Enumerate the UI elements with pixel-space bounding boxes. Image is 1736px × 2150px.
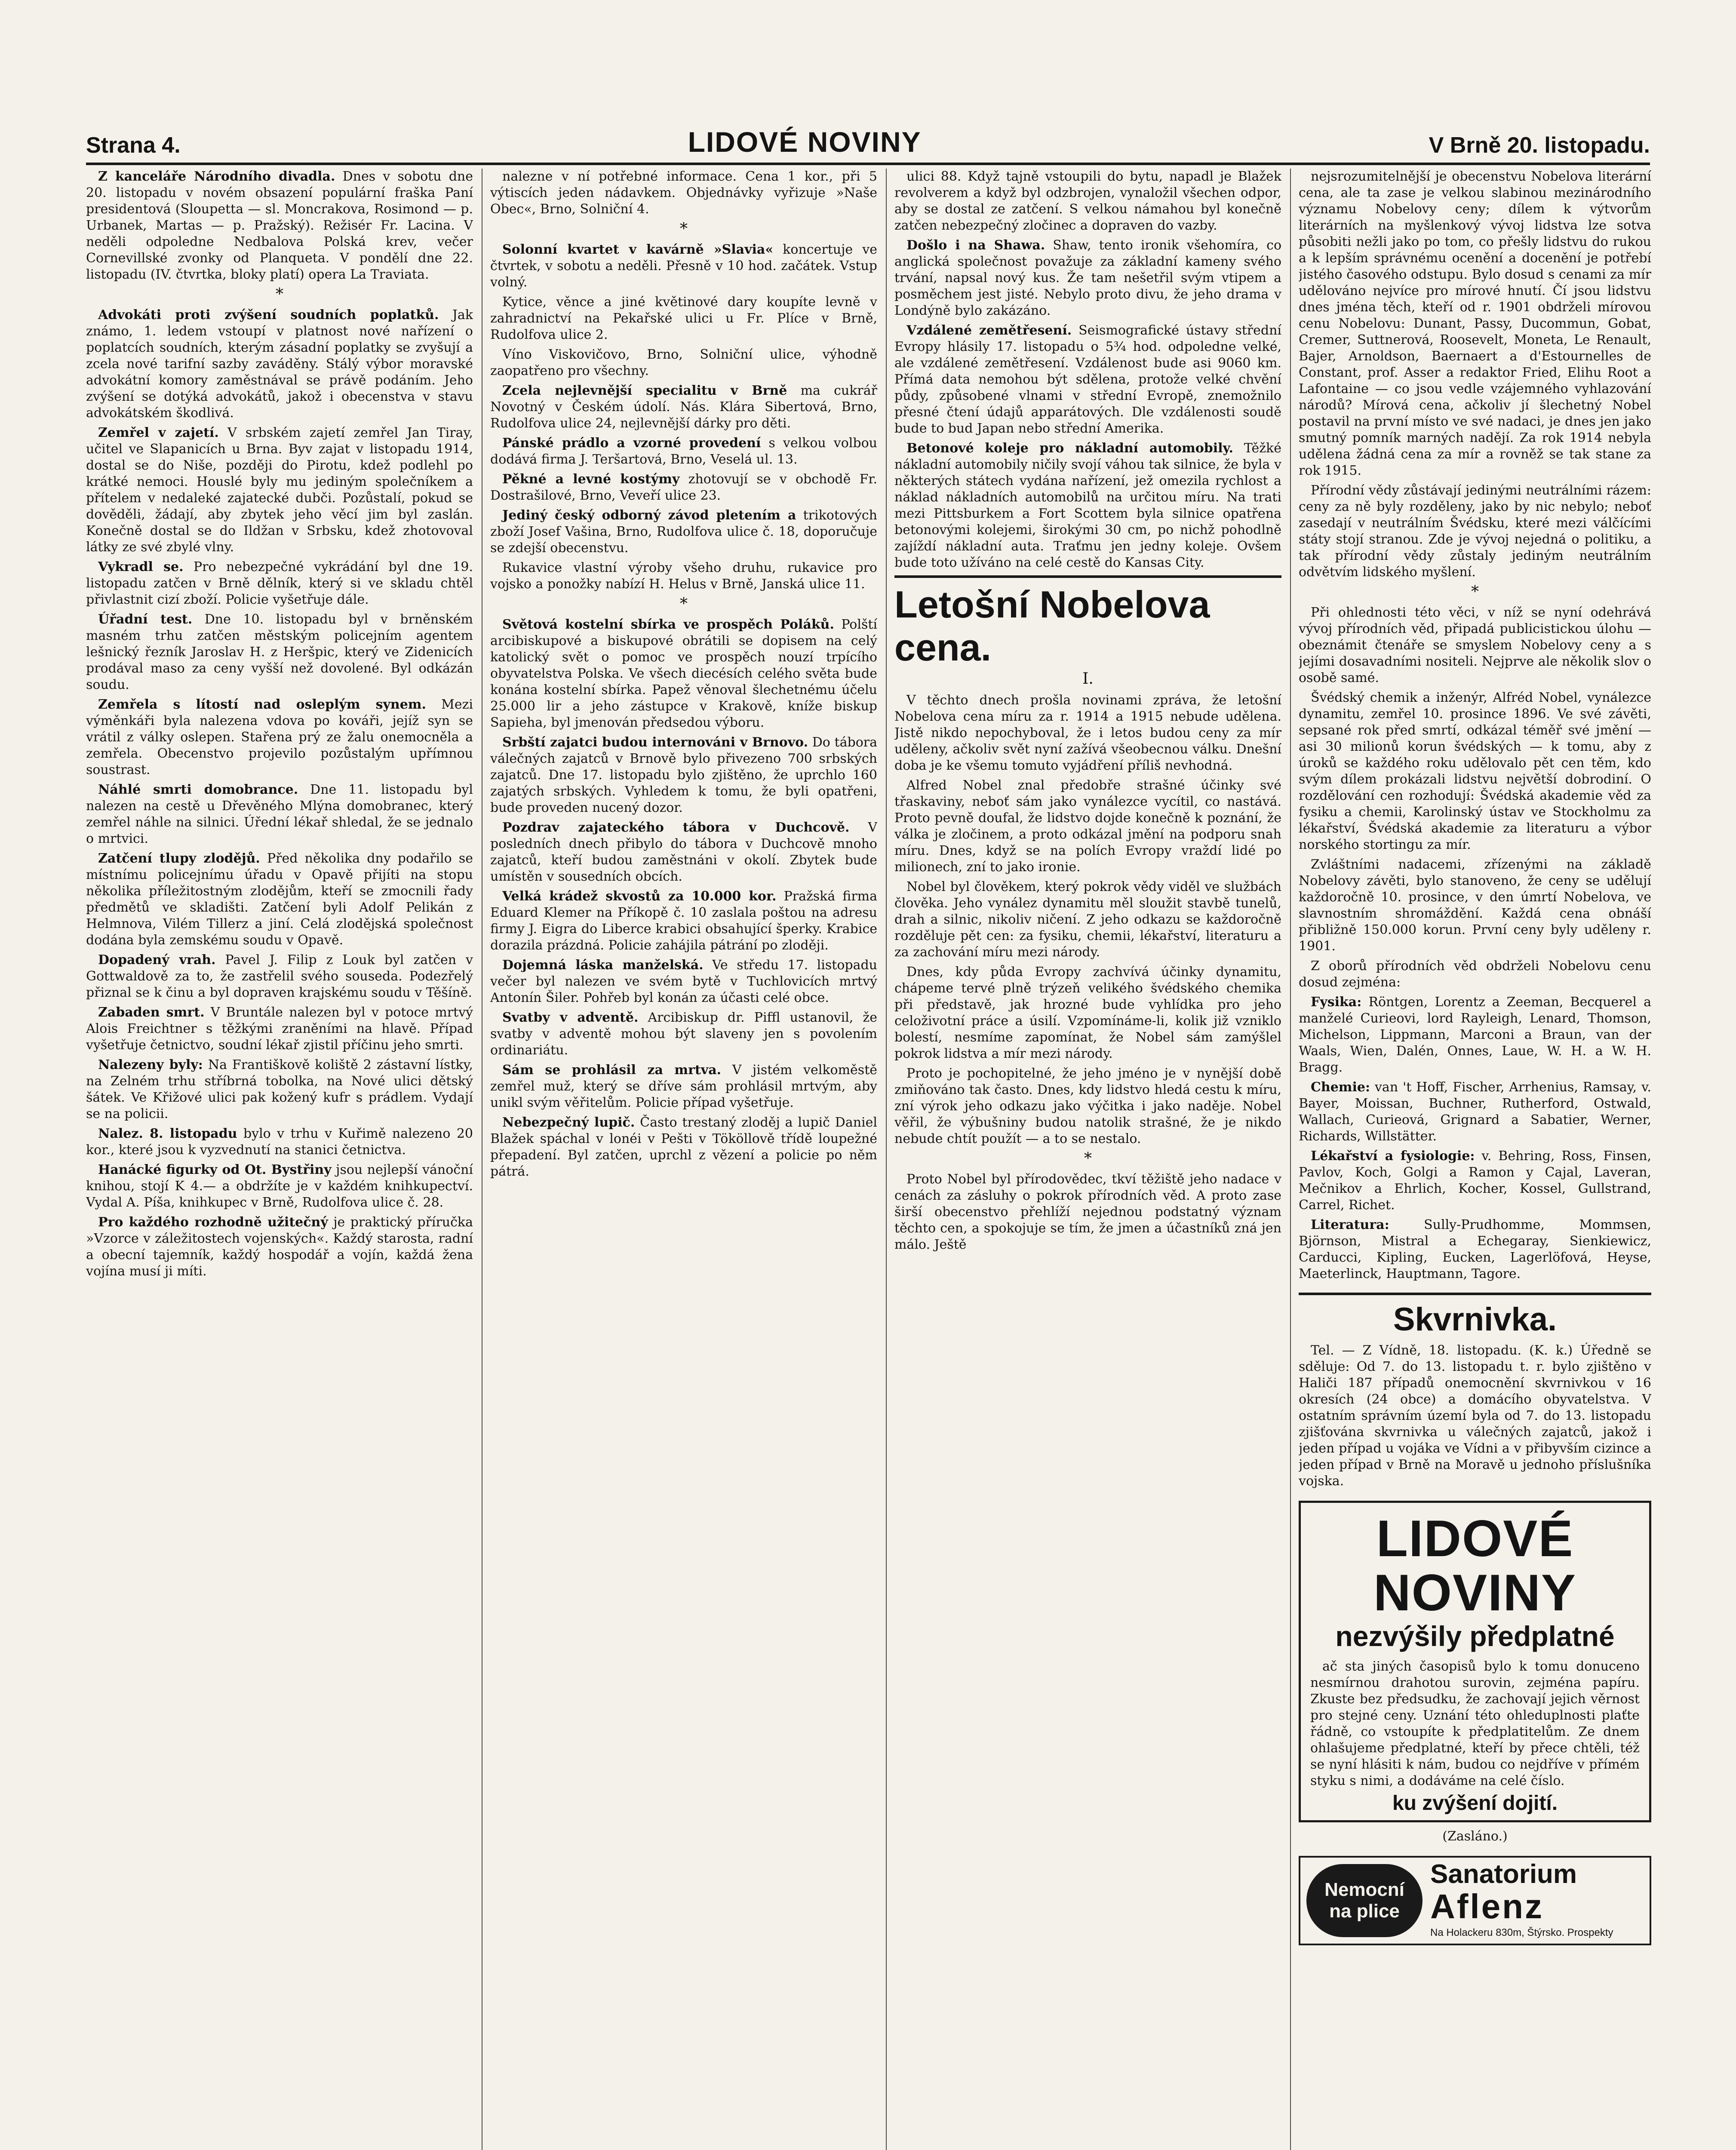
news-headline: Hanácké figurky od Ot. Bystřiny [98, 1162, 332, 1177]
column-2 [490, 169, 877, 2150]
news-body: ulici 88. Když tajně vstoupili do bytu, napadl je Blažek revolverem a když byl odzbrojen, vynaložil všechen odpor, aby se dostal ze zatčení. S velkou námahou byl konečně zatčen nebezpečný zločinec a dopraven do vazby. [894, 169, 1281, 233]
news-body: V Bruntále nalezen byl v potoce mrtvý Alois Freichtner s těžkými zraněními na hlavě. Případ vyšetřuje četnictvo, soudní lékař zjistil příčinu jeho smrti. [86, 1005, 473, 1053]
news-body: Těžké nákladní automobily ničily svojí váhou tak silnice, že byla v některých státech vydána nařízení, jež omezila rychlost a náklad nákladních automobilů na určitou míru. Na trati mezi Pittsburkem a Fort Scottem byla silnice opatřena betonovými kolejemi, širokými 30 cm, po nichž pohodlně zajíždí nákladní auta. Traťmu jen jedny koleje. Ovšem bude toto užíváno na celé cestě do Kansas City. [894, 441, 1281, 570]
news-body: s velkou volbou dodává firma J. Teršartová, Brno, Veselá ul. 13. [490, 436, 877, 467]
news-item [86, 307, 473, 421]
news-item [490, 1010, 877, 1059]
news-item [86, 851, 473, 949]
prize-category: Chemie: [1311, 1080, 1370, 1095]
news-body: ma cukrář Novotný v Českém údolí. Nás. Klára Sibertová, Brno, Rudolfova ulice 24, nejlevnější dárky pro děti. [490, 383, 877, 431]
column-4 [1299, 169, 1651, 2150]
news-body: bylo v trhu v Kuřimě nalezeno 20 kor., které jsou k vyzvednutí na stanici četnictva. [86, 1126, 473, 1158]
news-headline: Svatby v adventě. [502, 1010, 639, 1025]
news-item [86, 697, 473, 778]
column-3 [894, 169, 1281, 2150]
article-title: Letošní Nobelova cena. [894, 575, 1281, 669]
news-body: Dnes v sobotu dne 20. listopadu v novém obsazení populární fraška Paní presidentová (Sloupetta — sl. Moncrakova, Rosimond — p. Urbanek, Martas — p. Pražský). Režisér Fr. Lacina. V neděli odpoledne Nedbalova Polská krev, večer Cornevillské zvonky od Planqueta. V pondělí dne 22. listopadu (IV. čtvrtka, bloky platí) opera La Traviata. [86, 169, 473, 282]
news-headline: Pro každého rozhodně užitečný [98, 1215, 328, 1230]
news-item [86, 611, 473, 693]
news-item [490, 888, 877, 954]
news-item [490, 957, 877, 1006]
column-rule [886, 169, 887, 2150]
prize-laureates: Röntgen, Lorentz a Zeeman, Becquerel a manželé Curieovi, lord Rayleigh, Lenard, Thomson, Michelson, Lippmann, Marconi a Braun, van der Waals, Wien, Dalén, Onnes, Laue, W. H. a W. H. Bragg. [1299, 995, 1651, 1075]
subscription-advertisement [1299, 1501, 1651, 1822]
news-item [490, 820, 877, 885]
news-headline: Vykradl se. [98, 559, 184, 574]
news-item [490, 435, 877, 468]
page-label: Strana 4. [86, 133, 181, 158]
sent-note: (Zasláno.) [1442, 1829, 1508, 1844]
news-body: nalezne v ní potřebné informace. Cena 1 kor., při 5 výtiscích jeden nádavkem. Objednávky vyřizuje »Naše Obec«, Brno, Solniční 4. [490, 169, 877, 217]
news-item [490, 617, 877, 731]
sanatorium-advertisement [1299, 1856, 1651, 1945]
news-body: Před několika dny podařilo se místnímu policejnímu úřadu v Opavě přijíti na stopu několika příležitostným zlodějům, kteří se zmocnili řady předmětů ve skladišti. Zatčení byli Adolf Pelikán z Helmnova, Vilém Tillerz a jiní. Celá zlodějská společnost dodána byla zemskému soudu v Opavě. [86, 851, 473, 948]
separator-star: * [1084, 1150, 1092, 1167]
news-body: je praktický příručka »Vzorce v záležitostech vojenských«. Každý starosta, radní a obecní tajemník, každý hospodář a vojín, každá žena vojína musí ji míti. [86, 1215, 473, 1279]
news-item [490, 294, 877, 343]
prize-list-item [1299, 1217, 1651, 1282]
news-item [490, 1062, 877, 1111]
news-item [86, 1214, 473, 1280]
news-headline: Dopadený vrah. [98, 952, 216, 968]
news-headline: Sám se prohlásil za mrtva. [502, 1063, 722, 1078]
prize-list-item [1299, 994, 1651, 1076]
news-item [86, 782, 473, 847]
news-body: Pavel J. Filip z Louk byl zatčen v Gottwaldově za to, že zastřelil svého souseda. Podezřelý přiznal se k činu a byl dopraven krajskému soudu v Těšíně. [86, 952, 473, 1000]
news-body: trikotových zboží Josef Vašina, Brno, Rudolfova ulice č. 18, doporučuje se zdejší obecenstvu. [490, 508, 877, 556]
prize-laureates: van 't Hoff, Fischer, Arrhenius, Ramsay, v. Bayer, Moissan, Buchner, Rutherford, Ostwald, Wallach, Curieová, Grignard a Sabatier, Werner, Richards, Willstätter. [1299, 1080, 1651, 1144]
news-body: Arcibiskup dr. Piffl ustanovil, že svatby v adventě mohou být slaveny jen s povolením ordinariátu. [490, 1010, 877, 1058]
sanatorium-badge: Nemocní na plice [1306, 1864, 1423, 1937]
article-paragraph: V těchto dnech prošla novinami zpráva, že letošní Nobelova cena míru za r. 1914 a 1915 nebude udělena. Jistě nikdo nepochyboval, že i letos budou ceny za mír uděleny, ačkoliv svět nyní zažívá všeobecnou válku. Dnešní doba je ke všemu tomuto vyjádření příliš nevhodná. [894, 693, 1281, 773]
news-headline: Betonové koleje pro nákladní automobily. [906, 441, 1233, 456]
article-paragraph: Proto je pochopitelné, že jeho jméno je v nynější době zmiňováno tak často. Dnes, kdy lidstvo hledá cestu k míru, zní výrok jeho odkazu jako výčitka i jako naděje. Nobel věřil, že výbušniny budou natolik strašné, že je nikdo nebude chtít použít — a to se nestalo. [894, 1066, 1281, 1146]
news-body: Pro nebezpečné vykrádání byl dne 19. listopadu zatčen v Brně dělník, který si ve skladu chtěl přivlastnit cizí zboží. Policie vyšetřuje dále. [86, 559, 473, 607]
news-headline: Solonní kvartet v kavárně »Slavia« [502, 242, 774, 257]
news-headline: Velká krádež skvostů za 10.000 kor. [502, 889, 777, 904]
news-headline: Zatčení tlupy zlodějů. [98, 851, 260, 866]
prize-laureates: v. Behring, Ross, Finsen, Pavlov, Koch, Golgi a Ramon y Cajal, Laveran, Mečnikov a Ehrlich, Kocher, Kossel, Gullstrand, Carrel, Richet. [1299, 1149, 1651, 1213]
dateline: V Brně 20. listopadu. [1429, 133, 1650, 158]
news-headline: Nalez. 8. listopadu [98, 1126, 237, 1141]
news-body: Rukavice vlastní výroby všeho druhu, rukavice pro vojsko a ponožky nabízí H. Helus v Brně, Janská ulice 11. [490, 560, 877, 592]
news-headline: Nebezpečný lupič. [502, 1115, 635, 1130]
news-item [490, 169, 877, 218]
news-body: V srbském zajetí zemřel Jan Tiray, učitel ve Slapanicích u Brna. Byv zajat v listopadu 1914, dostal se do Niše, později do Pirotu, kdež podlehl po krátké nemoci. Houslé byly mu jediným společníkem a přítelem v nedaleké zajatecké dubči. Pozůstalí, pokud se dověděli, žádají, aby zbytek jeho věcí jim byl zaslán. Konečně dostal se do Ildžan v Srbsku, kdež zhotovoval látky ze své zbylé vlny. [86, 425, 473, 555]
article-paragraph: Dnes, kdy půda Evropy zachvívá účinky dynamitu, chápeme tervé plně trýzeň velikého švédského chemika při představě, jak hrozné bude vyhlídka pro jeho celoživotní práce a úsilí. Vzpomínáme-li, kolik již vzniklo bolestí, nesmíme zapomínat, že Nobel sám zamýšlel pokrok lidstva a mír mezi národy. [894, 964, 1281, 1061]
news-body: Ve středu 17. listopadu večer byl nalezen ve svém bytě v Tuchlovicích mrtvý Antonín Šiler. Pohřeb byl konán za účasti celé obce. [490, 958, 877, 1005]
news-item [490, 507, 877, 556]
news-headline: Pánské prádlo a vzorné provedení [502, 436, 761, 451]
ad-brand: LIDOVÉ NOVINY [1373, 1510, 1577, 1622]
news-headline: Nalezeny byly: [98, 1057, 203, 1072]
news-headline: Vzdálené zemětřesení. [906, 323, 1072, 338]
news-headline: Jediný český odborný závod pletením a [502, 508, 796, 523]
news-item [86, 1126, 473, 1158]
newspaper-name: LIDOVÉ NOVINY [688, 126, 922, 158]
prize-category: Literatura: [1311, 1217, 1389, 1232]
news-headline: Zabaden smrt. [98, 1005, 205, 1020]
prize-list-item [1299, 1079, 1651, 1145]
news-item [490, 560, 877, 593]
news-body: Do tábora válečných zajatců v Brnově bylo přivezeno 700 srbských zajatců. Dne 17. listopadu bylo zjištěno, že uprchlo 160 zajatých srbských. Vyhledem k tomu, že byli opatřeni, bude proveden nucený dozor. [490, 735, 877, 815]
news-item [490, 471, 877, 504]
news-body: Na Františkově koliště 2 zástavní lístky, na Zelném trhu stříbrná tobolka, na Nové ulici dětský šátek. Ve Křižové ulici pak kožený kufr s prádlem. Vydají se na policii. [86, 1057, 473, 1121]
news-item [86, 1004, 473, 1054]
news-headline: Úřadní test. [98, 612, 193, 627]
article-paragraph: nejsrozumitelnější je obecenstvu Nobelova literární cena, ale ta zase je velkou slabinou mezinárodního významu Nobelovy ceny; dílem k výtvorům literárních na myšlenkový vývoj lidstva lze sotva působiti nežli jako po tom, co přešly lidstvu do rukou a k lepším správnému ocenění a docenění je potřebí jistého časového odstupu. Bylo dosud s cenami za mír udělováno nejvíce pro mírové hnutí. Čí jsou lidstvu dnes jména těch, kteří od r. 1901 obdrželi mírovou cenu Nobelovu: Dunant, Passy, Ducommun, Gobat, Cremer, Suttnerová, Roosevelt, Moneta, Le Renault, Bajer, Arnoldson, Baernaert a d'Estournelles de Constant, prof. Asser a redaktor Fried, Elihu Root a Lafontaine — co jsou vedle vzájemného vyhlazování národů? Mírová cena, ačkoliv jí šlechetný Nobel postavil na první místo ve své nadaci, je dnes jen jako smutný pomník marných nadějí. Za rok 1914 nebyla udělena žádná cena za mír a rovněž se tak stane za rok 1915. [1299, 169, 1651, 478]
prize-category: Lékařství a fysiologie: [1311, 1149, 1475, 1164]
column-1 [86, 169, 473, 2150]
news-body: V jistém velkoměstě zemřel muž, který se dříve sám prohlásil mrtvým, aby unikl svým věřitelům. Policie případ vyšetřuje. [490, 1063, 877, 1110]
sanatorium-name: Aflenz [1430, 1887, 1544, 1926]
news-item [86, 425, 473, 556]
news-headline: Náhlé smrti domobrance. [98, 782, 298, 797]
news-headline: Zemřel v zajetí. [98, 425, 219, 440]
news-body: Shaw, tento ironik všehomíra, co anglická společnost považuje za základní kameny svého trvání, napsal nový kus. Že tam nešetřil svým vtipem a posměchem jest jisté. Nebylo proto divu, že jeho drama v Londýně bylo zakázáno. [894, 238, 1281, 318]
sanatorium-address: Na Holackeru 830m, Štýrsko. Prospekty [1430, 1927, 1613, 1938]
news-body: V posledních dnech přibylo do tábora v Duchcově mnoho zajatců, kteří budou zaměstnáni v okolí. Zbytek bude umístěn v sousedních obcích. [490, 820, 877, 884]
news-headline: Pozdrav zajateckého tábora v Duchcově. [502, 820, 850, 835]
prize-laureates: Sully-Prudhomme, Mommsen, Björnson, Mistral a Echegaray, Sienkiewicz, Carducci, Kipling, Eucken, Lagerlöfová, Heyse, Maeterlinck, Hauptmann, Tagore. [1299, 1217, 1651, 1281]
separator-star: * [276, 286, 283, 303]
news-body: Mezi výměnkáři byla nalezena vdova po kováři, jejíž syn se vrátil z války oslepen. Stařena prý ze žalu onemocněla a zemřela. Obecenstvo projevilo pozůstalým upřímnou soustrast. [86, 697, 473, 777]
news-headline: Srbští zajatci budou internováni v Brnovo. [502, 735, 808, 750]
article-paragraph: Proto Nobel byl přírodovědec, tkví těžiště jeho nadace v cenách za zásluhy o pokrok přírodních věd. A proto zase širší obecenstvo přehlíží nejednou podstatný význam těchto cen, a spokojuje se tím, že jmen a účastníků zná jen málo. Ještě [894, 1172, 1281, 1252]
news-headline: Pěkné a levné kostýmy [502, 472, 680, 487]
article-paragraph: Při ohlednosti této věci, v níž se nyní odehrává vývoj přírodních věd, připadá publicistickou úlohu — obeznámit čtenáře se smyslem Nobelovy ceny a s jejími dosavadními nositeli. Nejprve ale několik slov o osobě samé. [1299, 605, 1651, 685]
news-item [86, 1162, 473, 1211]
separator-star: * [680, 595, 688, 613]
separator-star: * [1471, 583, 1479, 601]
ad-final-line: ku zvýšení dojití. [1392, 1792, 1558, 1815]
news-headline: Světová kostelní sbírka ve prospěch Poláků. [502, 617, 834, 632]
news-headline: Zcela nejlevnější specialitu v Brně [502, 383, 787, 398]
news-body: Často trestaný zloděj a lupič Daniel Blažek spáchal v lonéi v Pešti v Tököllově třídě loupežné přepadení. Byl zatčen, uprchl z vězení a policie po něm pátrá. [490, 1115, 877, 1179]
news-item [86, 559, 473, 608]
news-headline: Dojemná láska manželská. [502, 958, 704, 973]
article-paragraph: Zvláštními nadacemi, zřízenými na základě Nobelovy závěti, bylo stanoveno, že ceny se udělují každoročně 10. prosince, v den úmrtí Nobelova, ve slavnostním shromáždění. Každá cena obnáší přibližně 150.000 korun. První ceny byly uděleny r. 1901. [1299, 857, 1651, 954]
ad-body: ač sta jiných časopisů bylo k tomu donuceno nesmírnou drahotou surovin, zejména papíru. Zkuste bez předsudku, že zachovají jejich věrnost pro stejné ceny. Uznání této ohleduplnosti plaťte řádně, co vstoupíte k předplatitelům. Ze dnem ohlašujeme předplatné, kteří by přece chtěli, též se nyní hlásiti k nám, budou co nejdříve v přímém styku s nimi, a dodáváme na celé číslo. [1310, 1659, 1640, 1788]
news-body: jsou nejlepší vánoční knihou, stojí K 4.— a obdržíte je v každém knihkupectví. Vydal A. Píša, knihkupec v Brně, Rudolfova ulice č. 28. [86, 1162, 473, 1210]
article-paragraph: Alfred Nobel znal předobře strašné účinky své třaskaviny, neboť sám jako vynálezce vycítil, co nastává. Proto pevně doufal, že lidstvo dojde konečně k poznání, že válka je zločinem, a proto odkázal jmění na podporu snah míru. Dnes, když se na polích Evropy vraždí lidé po milionech, zní to jako ironie. [894, 778, 1281, 875]
sanatorium-title: Sanatorium [1430, 1859, 1577, 1889]
news-headline: Advokáti proti zvýšení soudních poplatků. [98, 307, 439, 322]
news-body: Jak známo, 1. ledem vstoupí v platnost nové nařízení o poplatcích soudních, kterým zásadní poplatky se zvyšují a zcela nové tarifní sazby zaváděny. Stálý výbor moravské advokátní komory zaměstnával se právě podáním. Jeho zvýšení se dotýká advokátů, jakož i obecenstva v stavu advokátském škodlivá. [86, 307, 473, 421]
news-body: Kytice, věnce a jiné květinové dary koupíte levně v zahradnictví na Pekařské ulici u Fr. Plíce v Brně, Rudolfova ulice 2. [490, 295, 877, 342]
news-item [490, 242, 877, 291]
column-rule [1290, 169, 1291, 2150]
news-item [894, 169, 1281, 234]
news-item [86, 952, 473, 1001]
news-headline: Došlo i na Shawa. [906, 238, 1045, 253]
news-item [490, 383, 877, 432]
news-body: Polští arcibiskupové a biskupové obrátili se dopisem na celý katolický svět o pomoc ve prospěch nouzí trpícího obyvatelstva Polska. Ve všech diecésích celého světa bude konána kostelní sbírka. Papež věnoval šlechetnému účelu 25.000 lir a jeho zástupce v Krakově, kníže biskup Sapieha, byl jmenován předsedou výboru. [490, 617, 877, 730]
news-item [490, 347, 877, 379]
news-headline: Zemřela s lítostí nad osleplým synem. [98, 697, 426, 712]
news-item [894, 440, 1281, 571]
news-body: Víno Viskovičovo, Brno, Solniční ulice, výhodně zaopatřeno pro všechny. [490, 347, 877, 378]
news-body: koncertuje ve čtvrtek, v sobotu a neděli. Přesně v 10 hod. začátek. Vstup volný. [490, 242, 877, 290]
news-body: Pražská firma Eduard Klemer na Příkopě č. 10 zaslala poštou na adresu firmy J. Eigra do Liberce krabici obsahující šperky. Krabice dorazila prázdná. Policie zahájila pátrání po zloději. [490, 889, 877, 953]
sanatorium-text [1423, 1860, 1650, 1941]
news-item [86, 169, 473, 283]
separator-star: * [680, 220, 688, 238]
article-paragraph: Švédský chemik a inženýr, Alfréd Nobel, vynálezce dynamitu, zemřel 10. prosince 1896. Ve své závěti, sepsané rok před smrtí, odkázal téměř své jmění — asi 30 milionů korun švédských — k tomu, aby z úroků se každého roku udělovalo pět cen těm, kdo svým dílem prokázali lidstvu největší dobrodiní. O rozdělování cen rozhodují: Švédská akademie věd za fysiku a chemii, Karolinský ústav ve Stockholmu za lékařství, Švédská akademie za literaturu a výbor norského stortingu za mír. [1299, 690, 1651, 852]
news-item [490, 1115, 877, 1180]
section-title: Skvrnivka. [1299, 1293, 1651, 1339]
news-body: Dne 10. listopadu byl v brněnském masném trhu zatčen městským policejním agentem lešnický řezník Jaroslav H. z Heršpic, který ve Zidenicích prodával maso za ceny vyšší než dovolené. Byl odkázán soudu. [86, 612, 473, 692]
news-item [490, 734, 877, 816]
news-item [86, 1057, 473, 1122]
news-headline: Z kanceláře Národního divadla. [98, 169, 335, 184]
news-body: zhotovují se v obchodě Fr. Dostrašilové, Brno, Veveří ulice 23. [490, 472, 877, 503]
news-body: Tel. — Z Vídně, 18. listopadu. (K. k.) Úředně se sděluje: Od 7. do 13. listopadu t. r. bylo zjištěno v Haliči 187 případů onemocnění skvrnivkou v 16 okresích (24 obce) a domácího obyvatelstva. V ostatním správním území byla od 7. do 13. listopadu zjišťována skvrnivka u válečných zajatců, jakož i jeden případ u vojáka ve Vídni a v přibyvším cizince a jeden případ v Brně na Moravě u jednoho příslušníka vojska. [1299, 1343, 1651, 1489]
prize-list-item [1299, 1148, 1651, 1213]
news-body: Seismografické ústavy střední Evropy hlásily 17. listopadu o 5¾ hod. odpoledne velké, ale vzdálené zemětřesení. Vzdálenost bude asi 9060 km. Přímá data nemohou být sdělena, protože velké chvění půdy, způsobené vlnami v střední Evropě, znemožnilo přesné čtení údajů apparátových. Dle vzdálenosti soudě bude to bud Japan nebo střední Amerika. [894, 323, 1281, 436]
article-paragraph: Přírodní vědy zůstávají jedinými neutrálními rázem: ceny za ně byly rozděleny, jako by nic nebylo; neboť zasedají v neutrálním Švédsku, které mezi válčícími státy stojí stranou. Zde je vývoj nejedná o politiku, a tak přírodní vědy zůstaly jediným neutrálním odvětvím lidského myšlení. [1299, 483, 1651, 580]
article-part-number: I. [1082, 670, 1094, 688]
news-body: Dne 11. listopadu byl nalezen na cestě u Dřevěného Mlýna domobranec, který zemřel náhle na silnici. Úřední lékař shledal, že se jednalo o mrtvici. [86, 782, 473, 846]
prize-category: Fysika: [1311, 995, 1362, 1010]
article-paragraph: Z oborů přírodních věd obdrželi Nobelovu cenu dosud zejména: [1299, 958, 1651, 990]
news-item [894, 237, 1281, 319]
article-paragraph: Nobel byl člověkem, který pokrok vědy viděl ve službách člověka. Jeho vynález dynamitu měl sloužit stavbě tunelů, drah a silnic, nikoliv ničení. Z jeho odkazu se každoročně rozděluje pět cen: za fysiku, chemii, lékařství, literaturu a za zachování míru mezi národy. [894, 879, 1281, 960]
masthead [86, 124, 1650, 165]
ad-slogan: nezvýšily předplatné [1335, 1620, 1615, 1652]
news-item [894, 322, 1281, 437]
